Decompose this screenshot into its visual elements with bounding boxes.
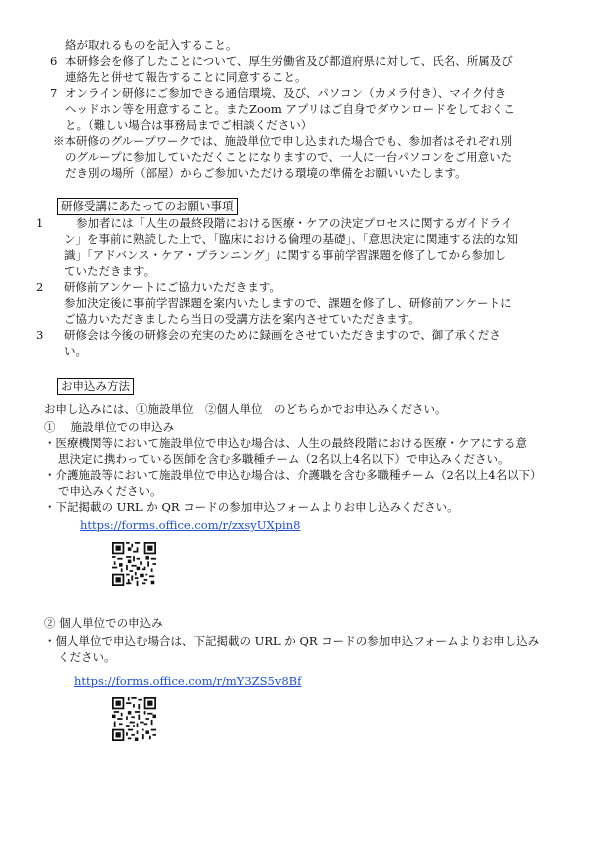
text-line: 識」「アドバンス・ケア・プランニング」に関する事前学習課題を修了してから参加し bbox=[64, 248, 506, 262]
text-line: い。 bbox=[64, 344, 87, 358]
bullet-line: ・下記掲載の URL か QR コードの参加申込フォームよりお申し込みください。 bbox=[44, 500, 459, 514]
note-line: のグループに参加していただくことになりますので、一人に一台パソコンをご用意いた bbox=[65, 150, 513, 164]
item-number: 7 bbox=[50, 86, 58, 100]
subsection-title: ① 施設単位での申込み bbox=[44, 420, 175, 434]
text-line: 連絡先と併せて報告することに同意すること。 bbox=[65, 70, 307, 84]
text-line: ン」を事前に熟読した上で、「臨床における倫理の基礎」、「意思決定に関連する法的な知 bbox=[64, 232, 519, 246]
bullet-line: ・介護施設等において施設単位で申込む場合は、介護職を含む多職種チーム（2名以上4名以下） bbox=[44, 468, 542, 482]
text-line: 研修前アンケートにご協力いただきます。 bbox=[64, 280, 281, 294]
text-line: 研修会は今後の研修会の充実のために録画をさせていただきますので、御了承くださ bbox=[64, 328, 501, 342]
item-number: 3 bbox=[36, 328, 44, 342]
note-line: だき別の場所（部屋）からご参加いただける環境の準備をお願いいたします。 bbox=[65, 166, 467, 180]
section-heading-requests: 研修受講にあたってのお願い事項 bbox=[57, 198, 238, 215]
qr-code-facility-icon[interactable] bbox=[112, 542, 156, 586]
item-number: 2 bbox=[36, 280, 44, 294]
text-line: ヘッドホン等を用意すること。またZoom アプリはご自身でダウンロードをしておくこ bbox=[65, 102, 515, 116]
text-line: 参加者には「人生の最終段階における医療・ケアの決定プロセスに関するガイドライ bbox=[76, 216, 513, 230]
bullet-line: ・医療機関等において施設単位で申込む場合は、人生の最終段階における医療・ケアにする意 bbox=[44, 436, 527, 450]
bullet-line: で申込みください。 bbox=[58, 484, 162, 498]
text-line: ていただきます。 bbox=[64, 264, 156, 278]
text-line: お申し込みには、①施設単位 ②個人単位 のどちらかでお申込みください。 bbox=[44, 402, 447, 416]
text-line: 参加決定後に事前学習課題を案内いたしますので、課題を修了し、研修前アンケートに bbox=[64, 296, 512, 310]
text-line: ご協力いただきましたら当日の受講方法を案内させていただきます。 bbox=[64, 312, 420, 326]
qr-code-individual-icon[interactable] bbox=[112, 697, 156, 741]
bullet-line: ・個人単位で申込む場合は、下記掲載の URL か QR コードの参加申込フォームよりお申し込み bbox=[44, 634, 540, 648]
text-line: 本研修会を修了したことについて、厚生労働省及び都道府県に対して、氏名、所属及び bbox=[65, 54, 513, 68]
bullet-line: ください。 bbox=[58, 650, 116, 664]
item-number: 6 bbox=[50, 54, 58, 68]
section-heading-apply: お申込み方法 bbox=[57, 378, 134, 395]
note-line: ※本研修のグループワークでは、施設単位で申し込まれた場合でも、参加者はそれぞれ別 bbox=[53, 134, 513, 148]
subsection-title: ② 個人単位での申込み bbox=[44, 616, 163, 630]
individual-form-link[interactable]: https://forms.office.com/r/mY3ZS5v8Bf bbox=[74, 674, 302, 688]
text-line: オンライン研修にご参加できる通信環境、及び、パソコン（カメラ付き）、マイク付き bbox=[65, 86, 507, 100]
item-number: 1 bbox=[36, 216, 44, 230]
bullet-line: 思決定に携わっている医師を含む多職種チーム（2名以上4名以下）で申込みください。 bbox=[58, 452, 510, 466]
text-line: と。（難しい場合は事務局までご相談ください） bbox=[65, 118, 313, 132]
text-line: 絡が取れるものを記入すること。 bbox=[65, 38, 238, 52]
facility-form-link[interactable]: https://forms.office.com/r/zxsyUXpin8 bbox=[80, 518, 301, 532]
